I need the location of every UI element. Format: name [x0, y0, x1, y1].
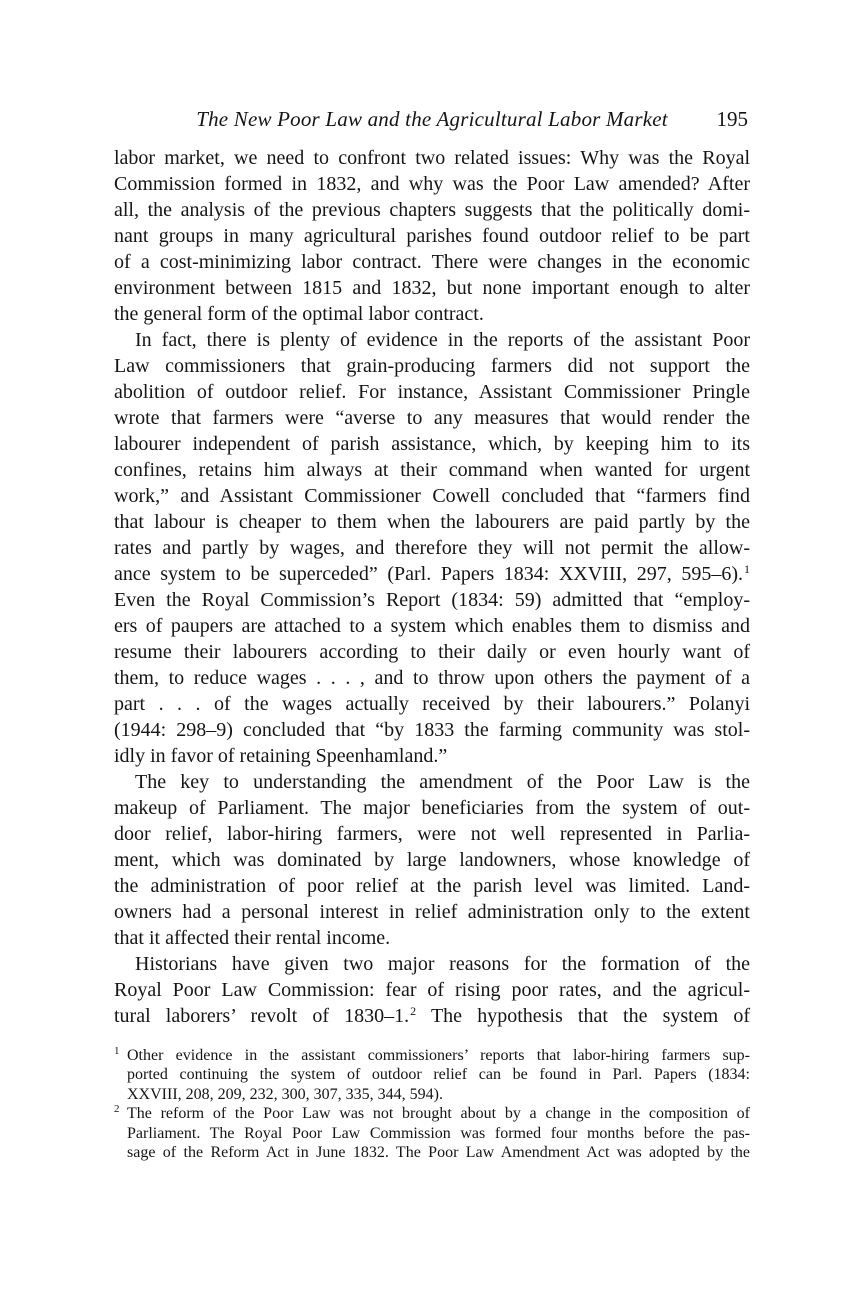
- text-line: wrote that farmers were “averse to any measures that would render the: [114, 407, 750, 429]
- text-line: (1944: 298–9) concluded that “by 1833 the farming community was stol-: [114, 719, 750, 741]
- text-line: Even the Royal Commission’s Report (1834: 59) admitted that “employ-: [114, 589, 750, 611]
- footnote-line: XXVIII, 208, 209, 232, 300, 307, 335, 344, 594).: [127, 1085, 443, 1103]
- paragraph: [114, 327, 750, 769]
- text-line: idly in favor of retaining Speenhamland.”: [114, 745, 448, 767]
- body-text: [114, 145, 750, 1029]
- footnote-line: ported continuing the system of outdoor relief can be found in Parl. Papers (1834:: [127, 1066, 750, 1084]
- text-line: all, the analysis of the previous chapters suggests that the politically domi-: [114, 199, 750, 221]
- footnotes-section: [114, 1046, 750, 1162]
- text-line: environment between 1815 and 1832, but none important enough to alter: [114, 277, 750, 299]
- footnote-marker-2: 2: [114, 1103, 120, 1116]
- footnote-line: Parliament. The Royal Poor Law Commission was formed four months before the pas-: [127, 1124, 750, 1142]
- text-line: of a cost-minimizing labor contract. There were changes in the economic: [114, 251, 750, 273]
- text-line: nant groups in many agricultural parishes found outdoor relief to be part: [114, 225, 750, 247]
- text-line: In fact, there is plenty of evidence in the reports of the assistant Poor: [135, 329, 750, 351]
- running-title: The New Poor Law and the Agricultural Labor Market: [196, 107, 668, 131]
- text-line: work,” and Assistant Commissioner Cowell concluded that “farmers find: [114, 485, 750, 507]
- text-line: The key to understanding the amendment of the Poor Law is the: [135, 771, 750, 793]
- text-line: labor market, we need to confront two related issues: Why was the Royal: [114, 147, 750, 169]
- footnote-line: sage of the Reform Act in June 1832. The Poor Law Amendment Act was adopted by the: [127, 1143, 750, 1161]
- text-line: the general form of the optimal labor contract.: [114, 303, 484, 325]
- footnote-ref-1: 1: [744, 562, 750, 576]
- text-line: ers of paupers are attached to a system which enables them to dismiss and: [114, 615, 750, 637]
- footnote-2: [114, 1104, 750, 1162]
- text-line: door relief, labor-hiring farmers, were not well represented in Parlia-: [114, 823, 750, 845]
- text-line: them, to reduce wages . . . , and to throw upon others the payment of a: [114, 667, 750, 689]
- page-number: 195: [716, 107, 748, 131]
- page-header: [114, 106, 750, 132]
- footnote-line: The reform of the Poor Law was not brought about by a change in the composition of: [127, 1105, 750, 1123]
- paragraph: [114, 769, 750, 951]
- text-line: Law commissioners that grain-producing farmers did not support the: [114, 355, 750, 377]
- footnote-1: [114, 1046, 750, 1104]
- footnote-ref-2: 2: [410, 1004, 417, 1018]
- text-line: labourer independent of parish assistance, which, by keeping him to its: [114, 433, 750, 455]
- text-line: tural laborers’ revolt of 1830–1.$^2$ The hypothesis that the system of: [114, 1004, 750, 1027]
- text-line: makeup of Parliament. The major beneficiaries from the system of out-: [114, 797, 750, 819]
- text-line: ance system to be superceded” (Parl. Papers 1834: XXVIII, 297, 595–6).$^1$: [114, 562, 750, 585]
- text-line: that labour is cheaper to them when the labourers are paid partly by the: [114, 511, 750, 533]
- text-line: Commission formed in 1832, and why was the Poor Law amended? After: [114, 173, 750, 195]
- text-line: Royal Poor Law Commission: fear of rising poor rates, and the agricul-: [114, 979, 750, 1001]
- text-line: Historians have given two major reasons for the formation of the: [135, 953, 750, 975]
- text-line: resume their labourers according to their daily or even hourly want of: [114, 641, 750, 663]
- footnote-marker-1: 1: [114, 1045, 120, 1057]
- text-line: ment, which was dominated by large landowners, whose knowledge of: [114, 849, 750, 871]
- text-line: that it affected their rental income.: [114, 927, 391, 949]
- text-line: abolition of outdoor relief. For instance, Assistant Commissioner Pringle: [114, 381, 750, 403]
- paragraph: [114, 145, 750, 327]
- text-line: the administration of poor relief at the parish level was limited. Land-: [114, 875, 750, 897]
- text-line: owners had a personal interest in relief administration only to the extent: [114, 901, 750, 923]
- text-line: part . . . of the wages actually received by their labourers.” Polanyi: [114, 693, 750, 715]
- footnote-line: Other evidence in the assistant commissioners’ reports that labor-hiring farmers sup-: [127, 1047, 750, 1064]
- paragraph: [114, 951, 750, 1029]
- text-line: confines, retains him always at their command when wanted for urgent: [114, 459, 750, 481]
- text-line: rates and partly by wages, and therefore they will not permit the allow-: [114, 537, 750, 559]
